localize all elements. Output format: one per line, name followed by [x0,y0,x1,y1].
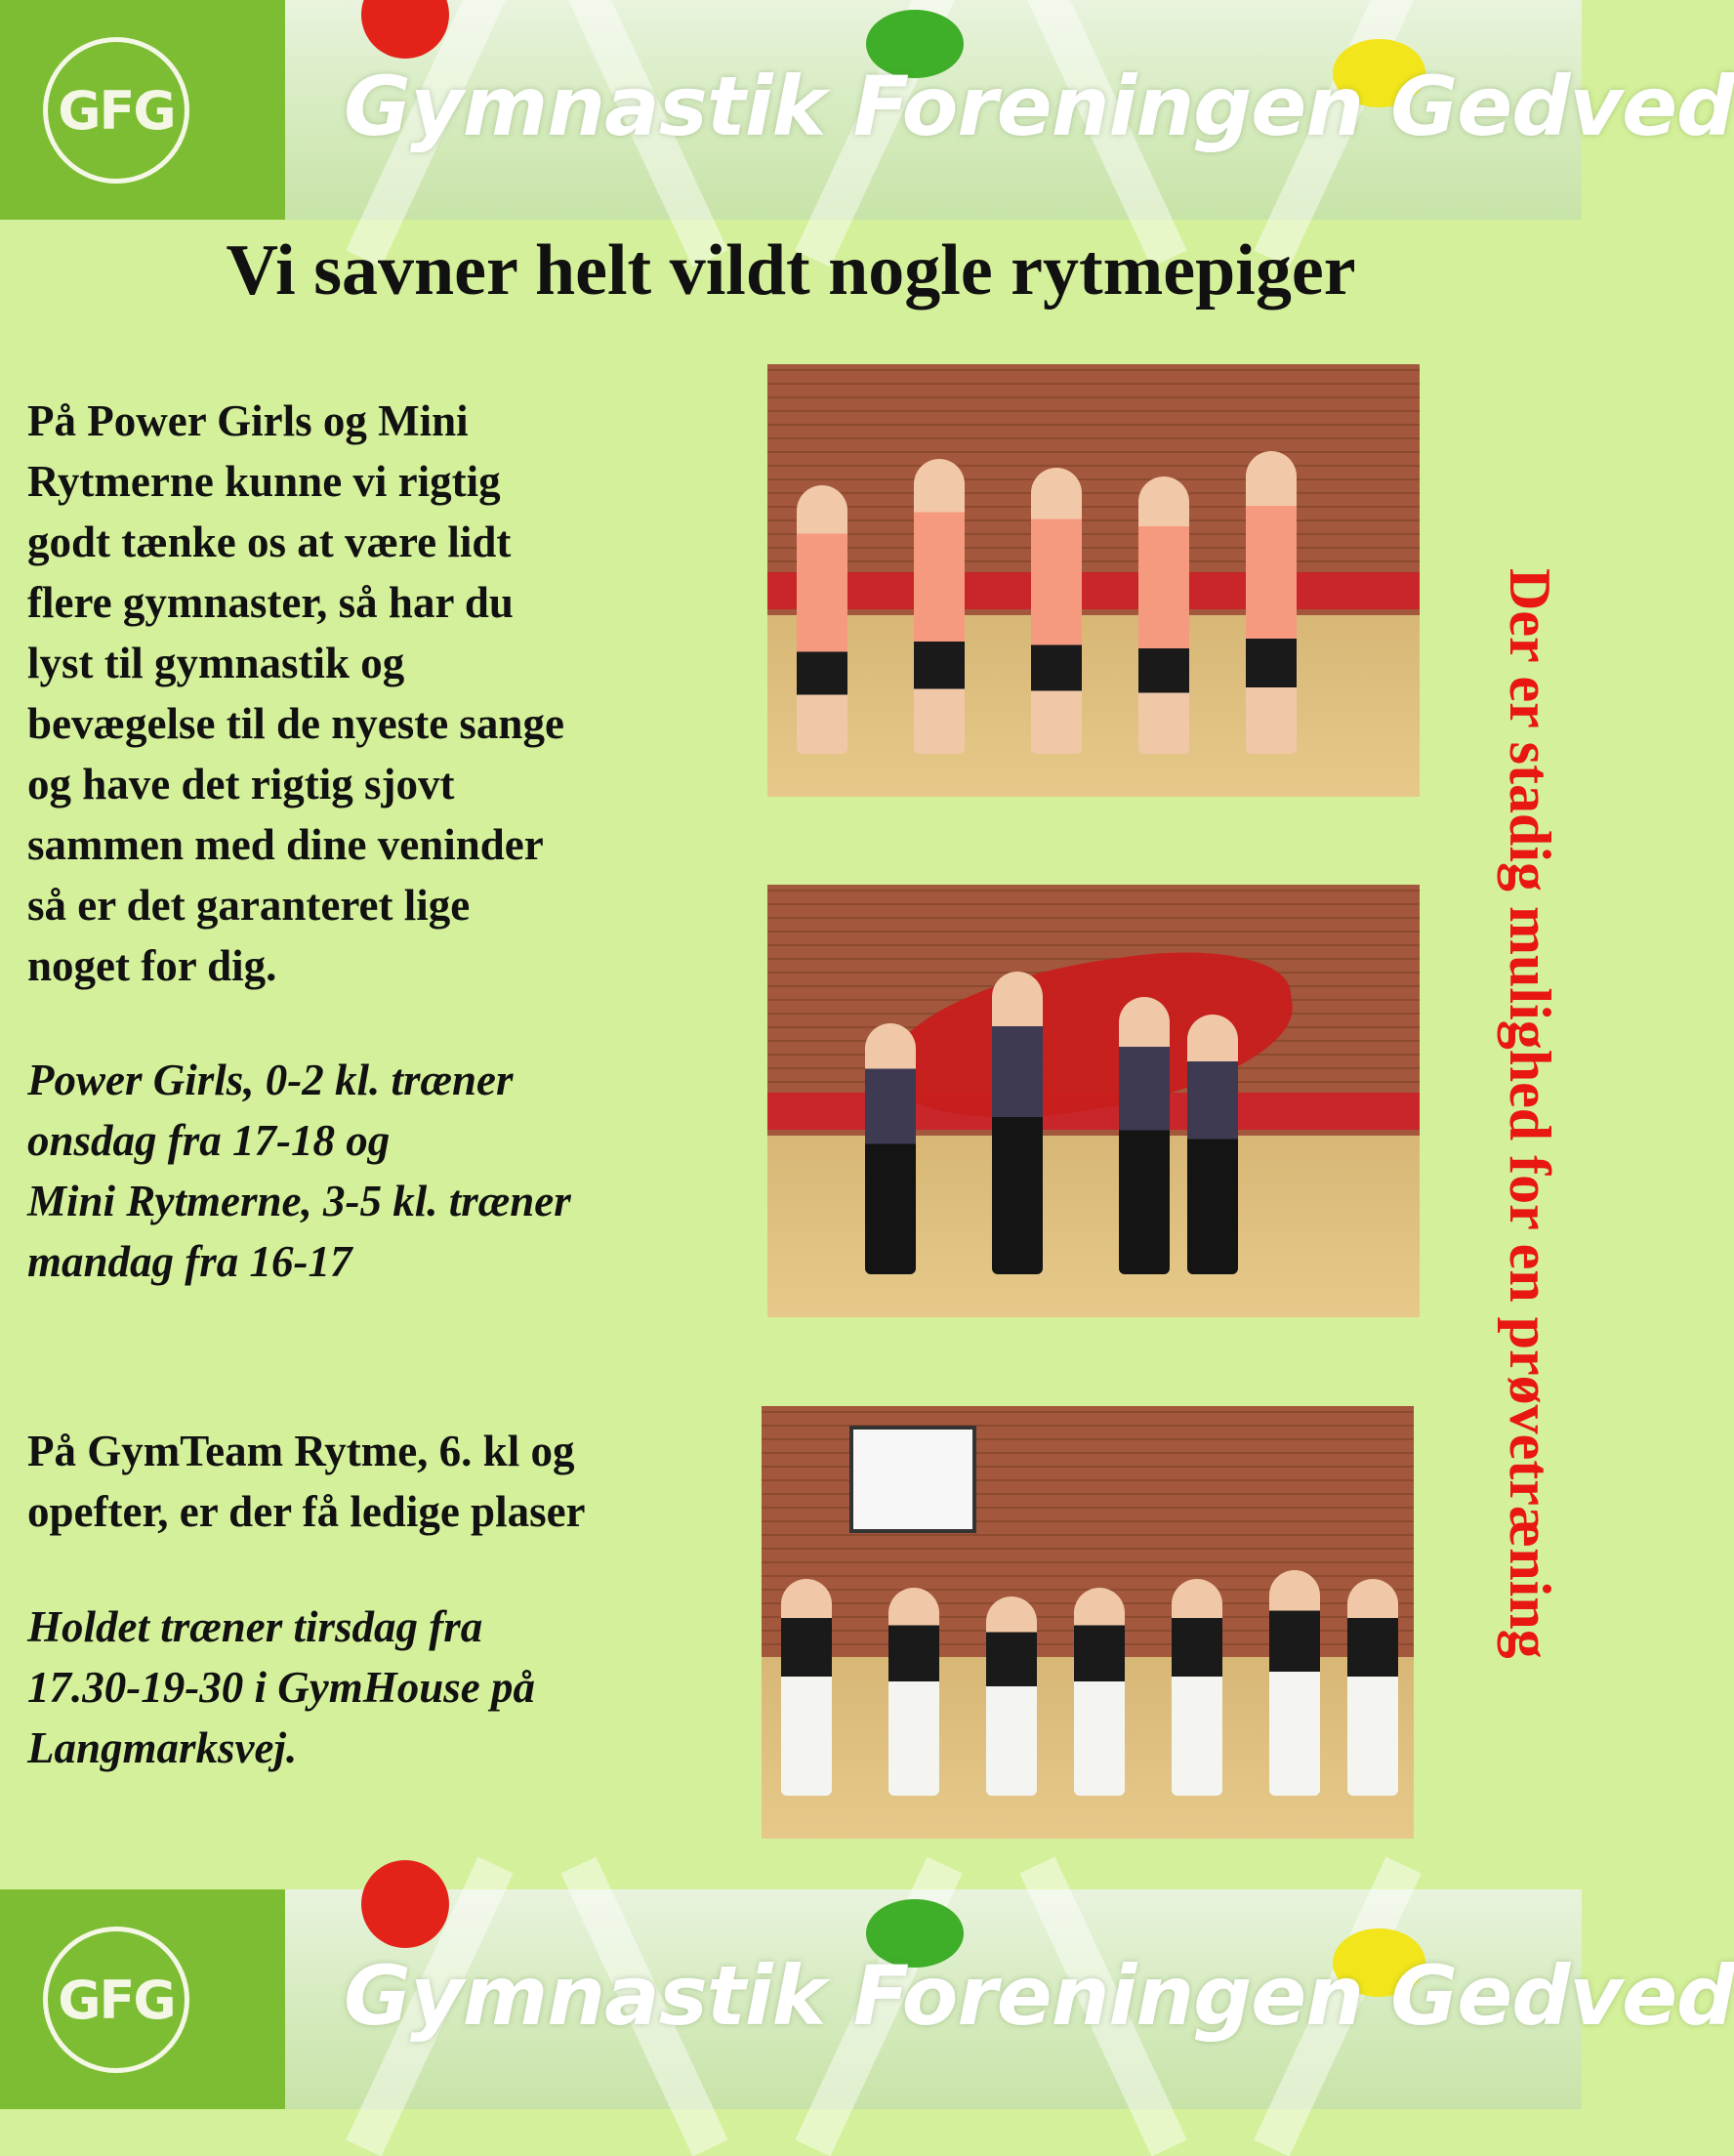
text-line: Power Girls, 0-2 kl. træner [27,1056,514,1104]
photo-mini-rytmerne [767,885,1420,1317]
club-logo-text: GFG [58,1969,175,2031]
text-line: lyst til gymnastik og [27,639,405,687]
gymteam-paragraph [27,1421,586,1542]
schedule-paragraph [27,1050,571,1292]
text-line: opefter, er der få ledige plaser [27,1487,586,1536]
text-line: mandag fra 16-17 [27,1237,352,1286]
text-line: godt tænke os at være lidt [27,518,512,566]
text-line: bevægelse til de nyeste sange [27,699,564,748]
page-title: Vi savner helt vildt nogle rytmepiger [226,230,1356,311]
text-line: noget for dig. [27,941,277,990]
gymteam-schedule-paragraph [27,1596,535,1778]
club-logo-text: GFG [58,79,175,142]
text-line: Rytmerne kunne vi rigtig [27,457,501,506]
text-line: så er det garanteret lige [27,881,471,930]
text-line: flere gymnaster, så har du [27,578,514,627]
text-line: Langmarksvej. [27,1723,298,1772]
footer-banner [0,1889,1734,2109]
header-banner [0,0,1734,220]
photo-gymteam-rytme [762,1406,1414,1839]
red-dot-decoration [361,0,449,59]
text-line: Mini Rytmerne, 3-5 kl. træner [27,1177,571,1225]
text-line: Holdet træner tirsdag fra [27,1602,483,1651]
trial-training-note: Der er stadig mulighed for en prøvetræning [1498,567,1562,1659]
text-line: På GymTeam Rytme, 6. kl og [27,1427,575,1475]
club-name: Gymnastik Foreningen Gedved [344,1948,1734,2044]
text-line: 17.30-19-30 i GymHouse på [27,1663,535,1712]
text-line: På Power Girls og Mini [27,396,469,445]
text-line: onsdag fra 17-18 og [27,1116,391,1165]
text-line: og have det rigtig sjovt [27,760,455,808]
photo-power-girls [767,364,1420,797]
red-dot-decoration [361,1860,449,1948]
intro-paragraph [27,391,564,996]
club-name: Gymnastik Foreningen Gedved [344,59,1734,154]
text-line: sammen med dine veninder [27,820,544,869]
